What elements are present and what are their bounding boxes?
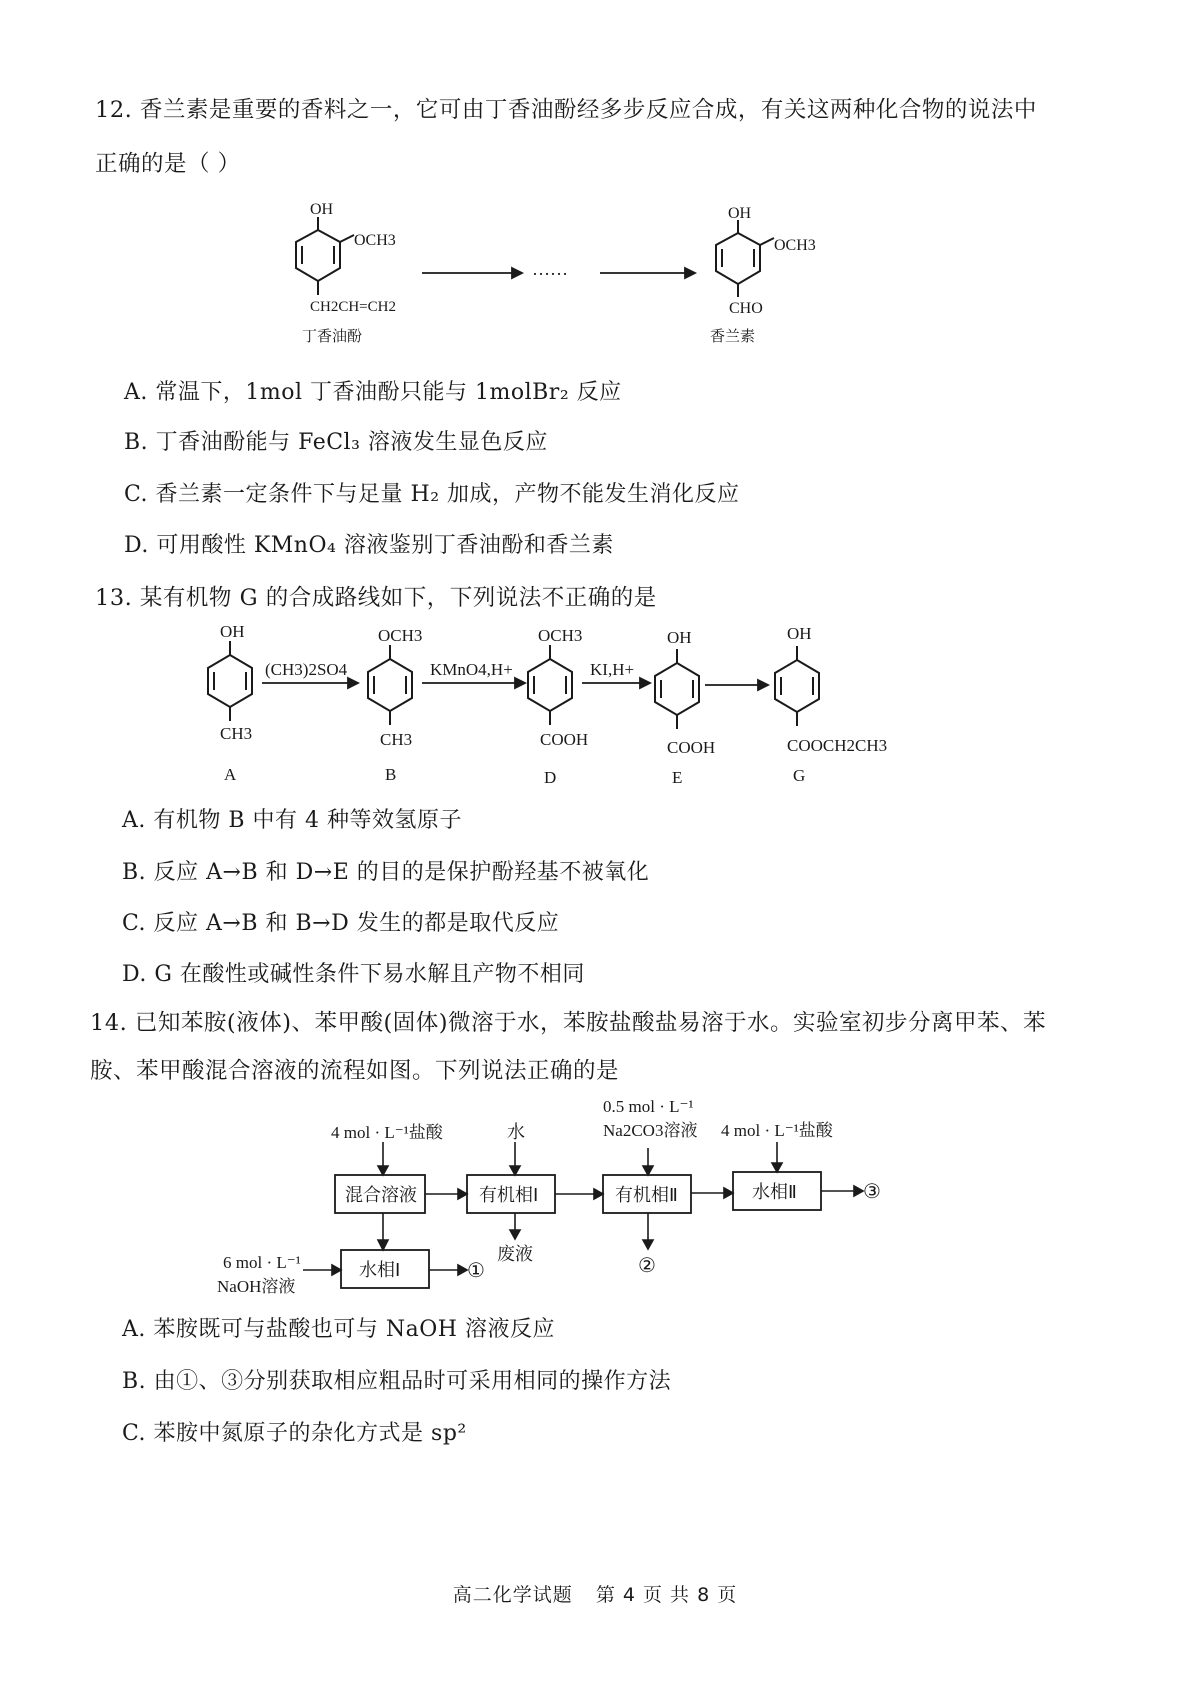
d-cooh-label: COOH xyxy=(540,730,589,749)
compound-b-ring xyxy=(368,645,412,725)
compound-g-ring xyxy=(775,646,819,726)
label-aqueous-phase-1: 水相Ⅰ xyxy=(359,1260,401,1281)
b-label: B xyxy=(385,765,397,784)
reagent-na2co3-conc: 0.5 mol · L⁻¹ xyxy=(603,1097,694,1116)
label-aqueous-phase-2: 水相Ⅱ xyxy=(752,1182,797,1203)
b-och3-label: OCH3 xyxy=(378,626,423,645)
vanillin-structure xyxy=(716,220,774,297)
eugenol-structure xyxy=(296,217,354,295)
q14-flow-diagram xyxy=(205,1090,905,1305)
q13-option-a: A. 有机物 B 中有 4 种等效氢原子 xyxy=(122,808,463,833)
compound-a-ring xyxy=(208,641,252,721)
b-ch3-label: CH3 xyxy=(380,730,413,749)
q14-stem-line1: 14. 已知苯胺(液体)、苯甲酸(固体)微溶于水，苯胺盐酸盐易溶于水。实验室初步分离甲苯、苯 xyxy=(90,1010,1047,1036)
q12-stem-line2: 正确的是（ ） xyxy=(95,151,241,177)
q14-option-c: C. 苯胺中氮原子的杂化方式是 sp² xyxy=(122,1421,467,1446)
reaction-dots: …… xyxy=(532,259,568,279)
eugenol-oh-label: OH xyxy=(310,201,334,218)
g-label: G xyxy=(793,766,806,785)
q12-option-c: C. 香兰素一定条件下与足量 H₂ 加成，产物不能发生消化反应 xyxy=(124,482,740,507)
q12-option-a: A. 常温下，1mol 丁香油酚只能与 1molBr₂ 反应 xyxy=(124,380,622,405)
vanillin-cho-label: CHO xyxy=(729,300,763,317)
reagent-na2co3-name: Na2CO3溶液 xyxy=(603,1121,698,1140)
vanillin-och3-label: OCH3 xyxy=(774,237,816,254)
label-mixed-solution: 混合溶液 xyxy=(345,1185,417,1206)
g-ester-label: COOCH2CH3 xyxy=(787,736,888,755)
page-footer xyxy=(0,1580,1190,1607)
q12-stem-line1: 12. 香兰素是重要的香料之一，它可由丁香油酚经多步反应合成，有关这两种化合物的说法中 xyxy=(95,97,1037,123)
reagent-kmno4: KMnO4,H+ xyxy=(430,660,513,679)
e-cooh-label: COOH xyxy=(667,738,716,757)
e-oh-label: OH xyxy=(667,628,692,647)
reagent-naoh-name: NaOH溶液 xyxy=(217,1277,296,1296)
reagent-dimethyl-sulfate: (CH3)2SO4 xyxy=(265,660,348,679)
output-1: ① xyxy=(467,1260,485,1282)
vanillin-name: 香兰素 xyxy=(710,327,756,345)
reagent-naoh-conc: 6 mol · L⁻¹ xyxy=(223,1253,301,1272)
q12-reaction-figure xyxy=(280,195,840,355)
q13-synthesis-figure xyxy=(190,615,910,795)
eugenol-allyl-label: CH2CH=CH2 xyxy=(310,299,396,315)
label-organic-phase-2: 有机相Ⅱ xyxy=(615,1185,678,1206)
g-oh-label: OH xyxy=(787,624,812,643)
reagent-ki: KI,H+ xyxy=(590,660,635,679)
label-organic-phase-1: 有机相Ⅰ xyxy=(479,1185,539,1206)
reagent-hcl-2: 4 mol · L⁻¹盐酸 xyxy=(721,1121,833,1140)
output-2: ② xyxy=(638,1255,656,1277)
q12-option-b: B. 丁香油酚能与 FeCl₃ 溶液发生显色反应 xyxy=(124,430,548,455)
q13-option-d: D. G 在酸性或碱性条件下易水解且产物不相同 xyxy=(122,962,585,987)
reagent-water: 水 xyxy=(507,1122,525,1143)
footer-subject: 高二化学试题 xyxy=(452,1584,573,1606)
compound-d-ring xyxy=(528,645,572,725)
compound-e-ring xyxy=(655,649,699,729)
q13-stem: 13. 某有机物 G 的合成路线如下，下列说法不正确的是 xyxy=(95,585,657,611)
reagent-hcl-1: 4 mol · L⁻¹盐酸 xyxy=(331,1123,443,1142)
a-oh-label: OH xyxy=(220,622,245,641)
a-ch3-label: CH3 xyxy=(220,724,253,743)
e-label: E xyxy=(672,768,683,787)
a-label: A xyxy=(224,765,237,784)
q13-option-b: B. 反应 A→B 和 D→E 的目的是保护酚羟基不被氧化 xyxy=(122,860,650,885)
output-3: ③ xyxy=(863,1181,881,1203)
label-waste: 废液 xyxy=(497,1244,533,1265)
q13-option-c: C. 反应 A→B 和 B→D 发生的都是取代反应 xyxy=(122,911,560,936)
d-och3-label: OCH3 xyxy=(538,626,583,645)
q14-stem-line2: 胺、苯甲酸混合溶液的流程如图。下列说法正确的是 xyxy=(90,1058,620,1084)
eugenol-name: 丁香油酚 xyxy=(302,327,363,345)
q12-option-d: D. 可用酸性 KMnO₄ 溶液鉴别丁香油酚和香兰素 xyxy=(124,533,614,558)
d-label: D xyxy=(544,768,557,787)
q14-option-b: B. 由①、③分别获取相应粗品时可采用相同的操作方法 xyxy=(122,1369,672,1394)
footer-page-number: 第 4 页 共 8 页 xyxy=(595,1584,738,1606)
eugenol-och3-label: OCH3 xyxy=(354,232,396,249)
q14-option-a: A. 苯胺既可与盐酸也可与 NaOH 溶液反应 xyxy=(122,1317,555,1342)
vanillin-oh-label: OH xyxy=(728,205,752,222)
